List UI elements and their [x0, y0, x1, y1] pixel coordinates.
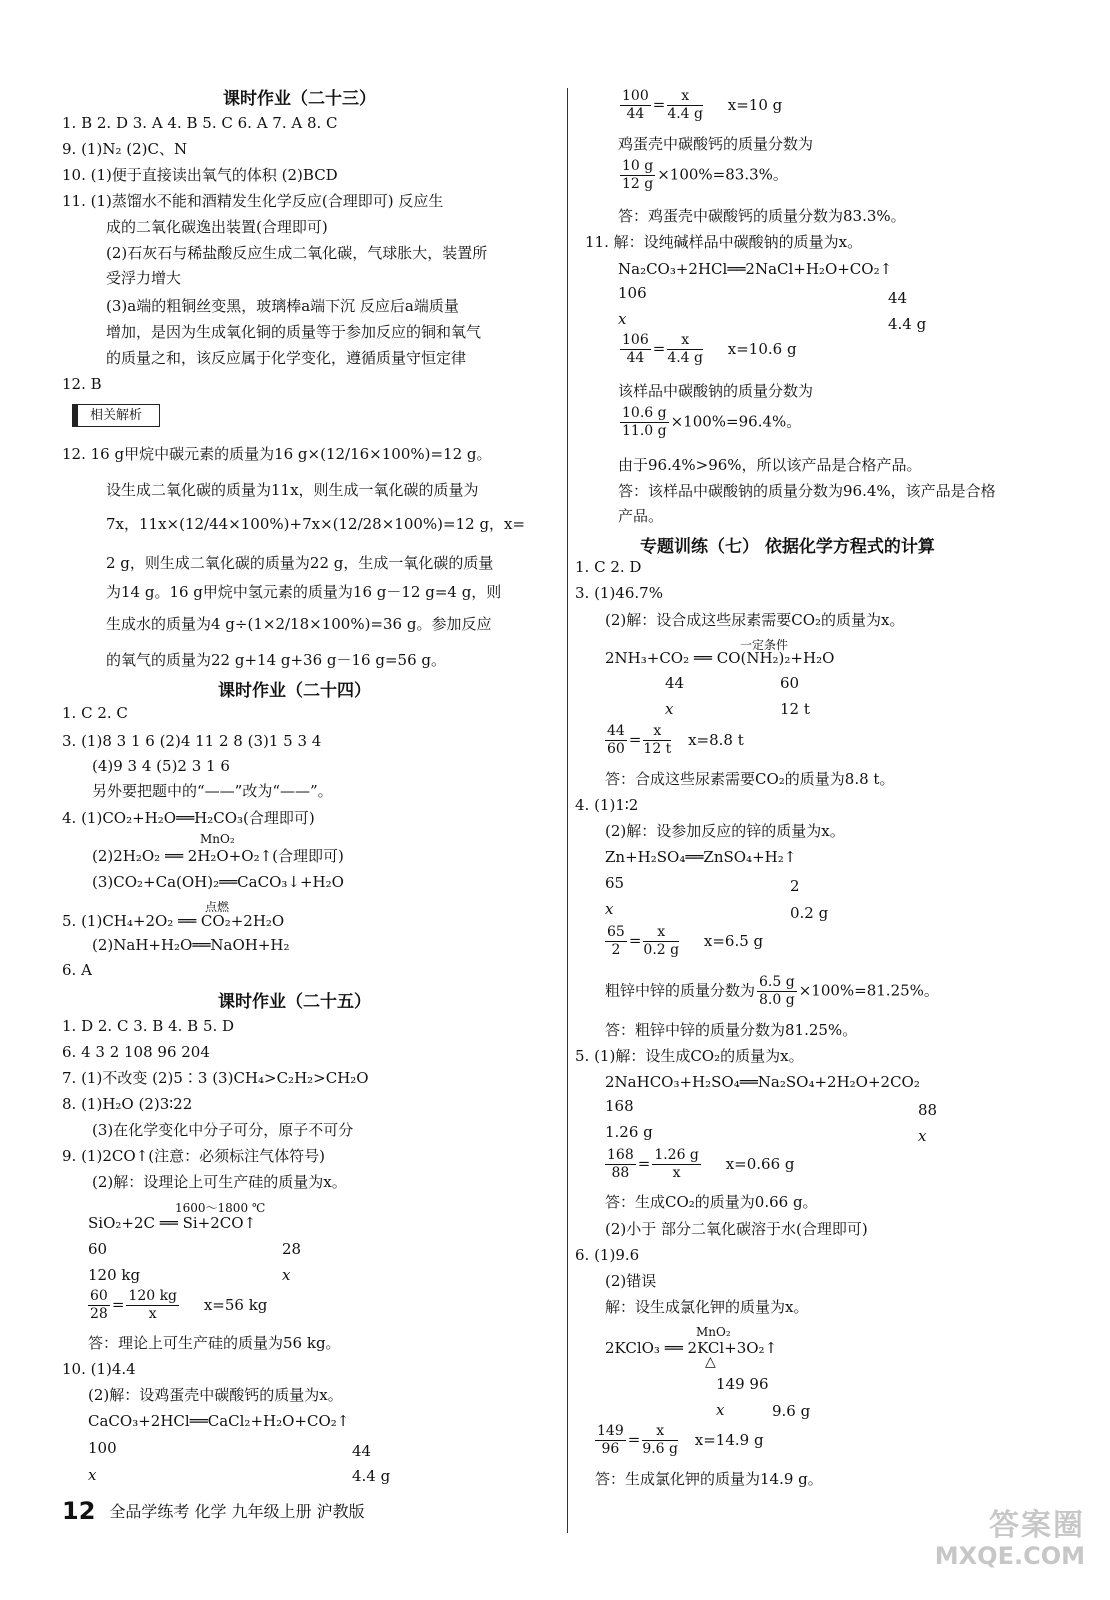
- answer-line: 另外要把题中的“——”改为“——”。: [92, 782, 333, 800]
- answer-line: 产品。: [618, 507, 664, 525]
- answer-line: 5. (1)解：设生成CO₂的质量为x。: [575, 1047, 804, 1065]
- answer-line: (2)2H₂O₂ ══ 2H₂O+O₂↑(合理即可): [92, 847, 344, 865]
- mass-value: 2: [790, 877, 800, 895]
- mass-value: x: [282, 1266, 291, 1284]
- answer-line: (2)解：设参加反应的锌的质量为x。: [605, 822, 845, 840]
- ratio-fraction: $\frac{106}{44}$ = $\frac{x}{4.4 g}$ x=10.6 g: [622, 332, 797, 366]
- condition-label: 点燃: [205, 900, 230, 914]
- answer-line: (2)小于 部分二氧化碳溶于水(合理即可): [605, 1220, 868, 1238]
- answer-line: (3)在化学变化中分子可分，原子不可分: [92, 1121, 354, 1139]
- answer-line: 6. A: [62, 961, 92, 979]
- answer-line: 6. 4 3 2 108 96 204: [62, 1043, 210, 1061]
- answer-line: 的质量之和，该反应属于化学变化，遵循质量守恒定律: [106, 349, 467, 367]
- answer-line: 该样品中碳酸钠的质量分数为: [618, 382, 814, 400]
- section-heading-special-7: 专题训练（七） 依据化学方程式的计算: [640, 537, 935, 557]
- analysis-line: 设生成二氧化碳的质量为11x，则生成一氧化碳的质量为: [106, 481, 479, 499]
- answer-line: (3)CO₂+Ca(OH)₂══CaCO₃↓+H₂O: [92, 873, 344, 891]
- heat-symbol: △: [705, 1354, 716, 1370]
- answer-line: (2)解：设理论上可生产硅的质量为x。: [92, 1173, 347, 1191]
- ratio-fraction: $\frac{60}{28}$ = $\frac{120 kg}{x}$ x=56 kg: [90, 1288, 268, 1322]
- equation-line: Zn+H₂SO₄══ZnSO₄+H₂↑: [605, 848, 797, 866]
- answer-line: 6. (1)9.6: [575, 1246, 640, 1264]
- answer-line: 7. (1)不改变 (2)5∶3 (3)CH₄>C₂H₂>CH₂O: [62, 1069, 369, 1087]
- analysis-line: 的氧气的质量为22 g+14 g+36 g－16 g=56 g。: [106, 651, 446, 669]
- page-number: 12: [62, 1497, 96, 1525]
- answer-line: 8. (1)H₂O (2)3∶22: [62, 1095, 193, 1113]
- answer-line: 增加，是因为生成氧化铜的质量等于参加反应的铜和氧气: [106, 323, 482, 341]
- answer-line: 3. (1)8 3 1 6 (2)4 11 2 8 (3)1 5 3 4: [62, 732, 322, 750]
- answer-line: (2)解：设合成这些尿素需要CO₂的质量为x。: [605, 611, 905, 629]
- answer-line: 1. C 2. D: [575, 558, 642, 576]
- percent-fraction: $\frac{10.6 g}{11.0 g}$ ×100%=96.4%。: [622, 405, 802, 439]
- answer-line: 3. (1)46.7%: [575, 584, 663, 602]
- answer-line: 1. B 2. D 3. A 4. B 5. C 6. A 7. A 8. C: [62, 114, 338, 132]
- answer-line: 10. (1)便于直接读出氧气的体积 (2)BCD: [62, 166, 338, 184]
- mass-value: 4.4 g: [888, 315, 927, 333]
- watermark-logo: 答案圈: [989, 1508, 1085, 1543]
- equation-line: CaCO₃+2HCl══CaCl₂+H₂O+CO₂↑: [88, 1412, 350, 1430]
- mass-value: x: [605, 900, 614, 918]
- analysis-tag: 相关解析: [72, 404, 160, 427]
- percent-fraction: $\frac{10 g}{12 g}$ ×100%=83.3%。: [622, 158, 788, 192]
- equation-line: 2NaHCO₃+H₂SO₄══Na₂SO₄+2H₂O+2CO₂: [605, 1073, 920, 1091]
- ratio-fraction: $\frac{44}{60}$ = $\frac{x}{12 t}$ x=8.8 t: [607, 723, 744, 757]
- ratio-fraction: $\frac{168}{88}$ = $\frac{1.26 g}{x}$ x=0.66 g: [607, 1147, 795, 1181]
- answer-line: (2)解：设鸡蛋壳中碳酸钙的质量为x。: [88, 1386, 343, 1404]
- mass-value: 1.26 g: [605, 1123, 653, 1141]
- answer-line: 9. (1)N₂ (2)C、N: [62, 140, 188, 158]
- analysis-line: 2 g，则生成二氧化碳的质量为22 g，生成一氧化碳的质量: [106, 554, 494, 572]
- mass-value: x: [665, 700, 674, 718]
- analysis-line: 为14 g。16 g甲烷中氢元素的质量为16 g－12 g=4 g，则: [106, 583, 502, 601]
- analysis-line: 12. 16 g甲烷中碳元素的质量为16 g×(12/16×100%)=12 g。: [62, 445, 492, 463]
- answer-line: 成的二氧化碳逸出装置(合理即可): [106, 218, 328, 236]
- answer-line: (4)9 3 4 (5)2 3 1 6: [92, 757, 230, 775]
- analysis-line: 生成水的质量为4 g÷(1×2/18×100%)=36 g。参加反应: [106, 615, 492, 633]
- mass-value: 65: [605, 874, 625, 892]
- answer-line: (2)NaH+H₂O══NaOH+H₂: [92, 936, 290, 954]
- answer-line: 4. (1)CO₂+H₂O══H₂CO₃(合理即可): [62, 809, 315, 827]
- mass-value: 4.4 g: [352, 1467, 391, 1485]
- answer-line: 由于96.4%>96%，所以该产品是合格产品。: [618, 456, 922, 474]
- equation-line: 2KClO₃ ══ 2KCl+3O₂↑: [605, 1339, 778, 1357]
- equation-line: Na₂CO₃+2HCl══2NaCl+H₂O+CO₂↑: [618, 260, 893, 278]
- answer-line: 鸡蛋壳中碳酸钙的质量分数为: [618, 135, 814, 153]
- answer-line: 4. (1)1∶2: [575, 796, 639, 814]
- mass-value: 60: [780, 674, 800, 692]
- answer-line: (2)错误: [605, 1272, 657, 1290]
- catalyst-label: MnO₂: [200, 832, 235, 846]
- answer-line: 受浮力增大: [106, 269, 182, 287]
- answer-line: 答：鸡蛋壳中碳酸钙的质量分数为83.3%。: [618, 207, 906, 225]
- answer-line: 答：理论上可生产硅的质量为56 kg。: [88, 1334, 341, 1352]
- watermark-url: MXQE.COM: [934, 1542, 1085, 1570]
- answer-line: 1. C 2. C: [62, 704, 128, 722]
- answer-line: (3)a端的粗铜丝变黑，玻璃棒a端下沉 反应后a端质量: [106, 297, 459, 315]
- section-heading-24: 课时作业（二十四）: [218, 681, 371, 701]
- mass-value: 44: [665, 674, 685, 692]
- mass-value: x: [716, 1401, 725, 1419]
- temperature-label: 1600～1800 ℃: [175, 1201, 266, 1215]
- section-heading-23: 课时作业（二十三）: [223, 89, 376, 109]
- equation-line: SiO₂+2C ══ Si+2CO↑: [88, 1214, 257, 1232]
- mass-value: 9.6 g: [772, 1402, 811, 1420]
- mass-value: 60: [88, 1240, 108, 1258]
- mass-value: 44: [888, 289, 908, 307]
- ratio-fraction: $\frac{100}{44}$ = $\frac{x}{4.4 g}$ x=10 g: [622, 88, 783, 122]
- mass-value: x: [88, 1466, 97, 1484]
- section-heading-25: 课时作业（二十五）: [218, 992, 371, 1012]
- answer-line: 10. (1)4.4: [62, 1360, 136, 1378]
- answer-line: 答：粗锌中锌的质量分数为81.25%。: [605, 1021, 858, 1039]
- mass-value: x: [918, 1127, 927, 1145]
- answer-line: 答：生成CO₂的质量为0.66 g。: [605, 1193, 818, 1211]
- answer-line: 11. (1)蒸馏水不能和酒精发生化学反应(合理即可) 反应生: [62, 192, 444, 210]
- mass-value: 88: [918, 1101, 938, 1119]
- analysis-line: 7x，11x×(12/44×100%)+7x×(12/28×100%)=12 g，x=: [106, 515, 526, 533]
- answer-line: 12. B: [62, 375, 102, 393]
- catalyst-label: MnO₂: [696, 1325, 731, 1339]
- page-footer: [62, 1497, 365, 1525]
- percent-fraction: 粗锌中锌的质量分数为 $\frac{6.5 g}{8.0 g}$ ×100%=81.25%。: [605, 974, 939, 1008]
- mass-value: 12 t: [780, 700, 810, 718]
- mass-value: 28: [282, 1240, 302, 1258]
- answer-line: 9. (1)2CO↑(注意：必须标注气体符号): [62, 1147, 325, 1165]
- answer-line: 答：该样品中碳酸钠的质量分数为96.4%，该产品是合格: [618, 482, 996, 500]
- answer-line: (2)石灰石与稀盐酸反应生成二氧化碳，气球胀大，装置所: [106, 244, 488, 262]
- mass-value: 0.2 g: [790, 904, 829, 922]
- ratio-fraction: $\frac{65}{2}$ = $\frac{x}{0.2 g}$ x=6.5 g: [607, 924, 764, 958]
- answer-line: 1. D 2. C 3. B 4. B 5. D: [62, 1017, 235, 1035]
- answer-line: 解：设生成氯化钾的质量为x。: [605, 1298, 809, 1316]
- answer-line: 答：合成这些尿素需要CO₂的质量为8.8 t。: [605, 770, 895, 788]
- answer-line: 11. 解：设纯碱样品中碳酸钠的质量为x。: [585, 233, 863, 251]
- mass-value: 106: [618, 284, 647, 302]
- condition-label: 一定条件: [740, 638, 789, 652]
- answer-line: 答：生成氯化钾的质量为14.9 g。: [595, 1470, 823, 1488]
- mass-value: 44: [352, 1442, 372, 1460]
- ratio-fraction: $\frac{149}{96}$ = $\frac{x}{9.6 g}$ x=14.9 g: [597, 1423, 764, 1457]
- book-title: 全品学练考 化学 九年级上册 沪教版: [109, 1502, 365, 1521]
- mass-value: 120 kg: [88, 1266, 141, 1284]
- mass-value: 149 96: [716, 1375, 769, 1393]
- equation-line: 2NH₃+CO₂ ══ CO(NH₂)₂+H₂O: [605, 649, 835, 667]
- mass-value: 100: [88, 1439, 117, 1457]
- mass-value: x: [618, 310, 627, 328]
- column-divider: [567, 88, 568, 1533]
- mass-value: 168: [605, 1097, 634, 1115]
- answer-line: 5. (1)CH₄+2O₂ ══ CO₂+2H₂O: [62, 912, 285, 930]
